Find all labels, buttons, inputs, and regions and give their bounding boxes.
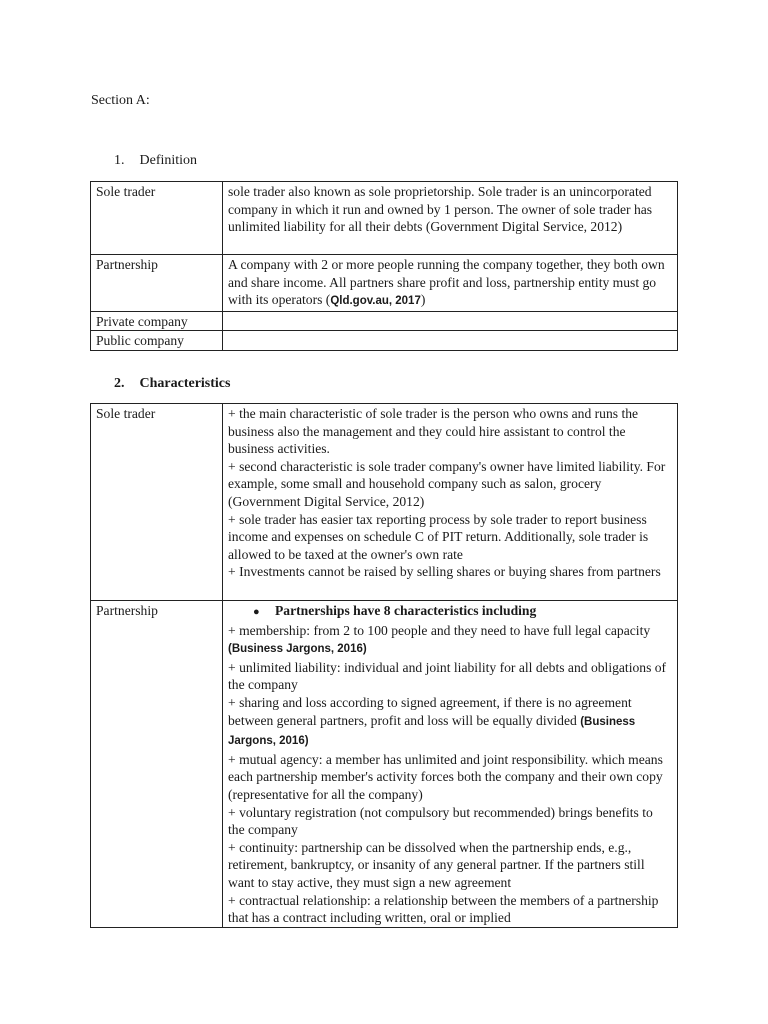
- definition-cell: [223, 255, 678, 312]
- citation: Qld.gov.au, 2017: [330, 295, 421, 308]
- table-row: [91, 404, 678, 601]
- characteristics-heading-number: 2.: [114, 376, 125, 391]
- characteristic-line: [228, 694, 672, 751]
- definition-text: A company with 2 or more people running the company together, they both own and share income. All partners share profit and loss, partnership entity must go with its operators (: [228, 257, 665, 308]
- section-title: Section A:: [91, 93, 150, 108]
- item-text: + membership: from 2 to 100 people and they need to have full legal capacity: [228, 622, 651, 638]
- characteristics-cell: [223, 404, 678, 601]
- characteristics-heading-title: Characteristics: [139, 376, 231, 391]
- item-text: + voluntary registration (not compulsory but recommended) brings benefits to the company: [228, 804, 653, 838]
- characteristics-table: [90, 403, 678, 928]
- characteristic-line: + sole trader has easier tax reporting process by sole trader to report business income and expenses on schedule C of PIT return. Additionally, sole trader is allowed to be taxed at the owner's own rate: [228, 511, 649, 562]
- definition-heading-title: Definition: [139, 153, 198, 168]
- definition-heading: [114, 153, 197, 169]
- table-row: [91, 601, 678, 928]
- item-text: + sharing and loss according to signed agreement, if there is no agreement between general partners, profit and loss will be equally divided: [228, 694, 632, 728]
- item-text: + unlimited liability: individual and joint liability for all debts and obligations of the company: [228, 659, 667, 693]
- term-cell: Partnership: [91, 255, 223, 312]
- item-text: + continuity: partnership can be dissolved when the partnership ends, e.g., retirement, bankruptcy, or insanity of any general partner. If the partners still want to stay active, they must sign a new agreement: [228, 839, 645, 890]
- characteristic-line: [228, 659, 672, 694]
- term-cell: Sole trader: [91, 182, 223, 255]
- characteristic-line: [228, 892, 672, 927]
- bullet-icon: ●: [253, 606, 260, 618]
- characteristic-line: + the main characteristic of sole trader is the person who owns and runs the business also the management and they could hire assistant to control the business activities.: [228, 406, 639, 457]
- citation: (Business Jargons, 2016): [228, 715, 636, 748]
- characteristic-line: [228, 622, 672, 659]
- bullet-item: [228, 602, 672, 622]
- definition-table: [90, 181, 678, 351]
- bullet-text: Partnerships have 8 characteristics including: [275, 603, 537, 618]
- characteristic-line: [228, 839, 672, 892]
- table-row: [91, 311, 678, 331]
- term-cell: Sole trader: [91, 404, 223, 601]
- definition-cell: [223, 331, 678, 351]
- item-text: + contractual relationship: a relationship between the members of a partnership that has a contract including written, oral or implied: [228, 892, 659, 926]
- table-row: [91, 255, 678, 312]
- citation: (Business Jargons, 2016): [228, 643, 367, 656]
- term-cell: Partnership: [91, 601, 223, 928]
- characteristic-line: [228, 804, 672, 839]
- term-cell: Public company: [91, 331, 223, 351]
- definition-heading-number: 1.: [114, 153, 125, 168]
- characteristic-line: + second characteristic is sole trader company's owner have limited liability. For example, some small and household company such as salon, grocery (Government Digital Service, 2012): [228, 458, 666, 509]
- term-cell: Private company: [91, 311, 223, 331]
- characteristic-line: [228, 751, 672, 804]
- definition-cell: [223, 311, 678, 331]
- definition-cell: [223, 182, 678, 255]
- definition-text-end: ): [420, 292, 426, 308]
- table-row: [91, 182, 678, 255]
- item-text: + mutual agency: a member has unlimited and joint responsibility. which means each partnership member's activity forces both the company and their own copy (representative for all the company): [228, 751, 663, 802]
- definition-text: sole trader also known as sole proprietorship. Sole trader is an unincorporated company in which it run and owned by 1 person. The owner of sole trader has unlimited liability for all their debts (Government Digital Service, 2012): [228, 184, 653, 235]
- characteristics-heading: [114, 376, 230, 392]
- characteristic-line: + Investments cannot be raised by selling shares or buying shares from partners: [228, 564, 661, 580]
- characteristics-cell: [223, 601, 678, 928]
- table-row: [91, 331, 678, 351]
